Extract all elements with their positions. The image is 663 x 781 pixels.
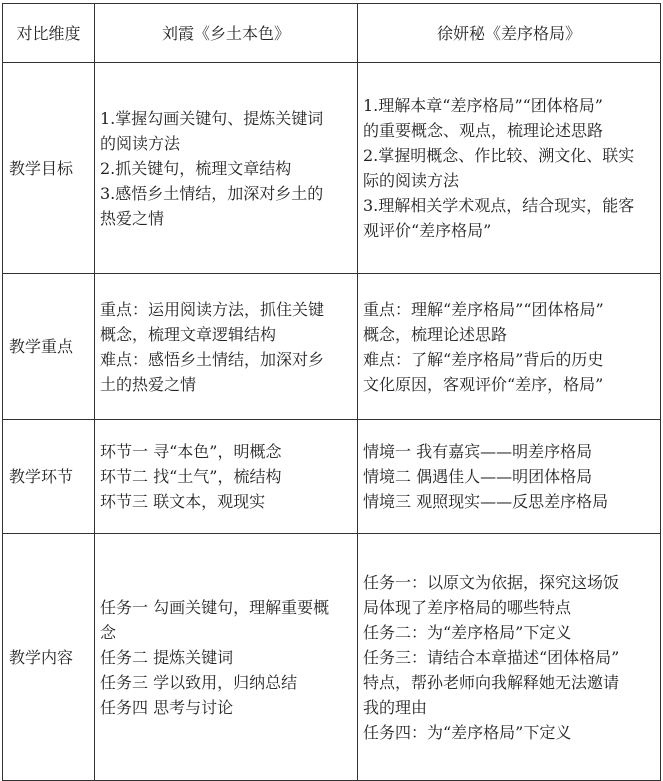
table-row: [3, 534, 661, 781]
row-dimension: 教学重点: [3, 274, 95, 420]
cell-text-line: 念: [100, 622, 117, 642]
comparison-table: [2, 3, 661, 781]
cell-text-line: 任务三：请结合本章描述“团体格局”: [363, 647, 620, 667]
cell-text-line: 文化原因，客观评价“差序，格局”: [363, 374, 604, 394]
row-dimension: 教学目标: [3, 63, 95, 274]
cell-text-line: 环节一 寻“本色”，明概念: [100, 442, 282, 461]
cell-text-line: 情境三 观照现实——反思差序格局: [363, 492, 609, 511]
cell-text-line: 1.掌握勾画关键句、提炼关键词: [100, 108, 324, 128]
cell-text-line: 任务四 思考与讨论: [100, 697, 234, 717]
cell-text-line: 难点：了解“差序格局”背后的历史: [363, 349, 604, 369]
cell-text-line: 重点：运用阅读方法，抓住关键: [100, 299, 325, 319]
cell-text-line: 我的理由: [363, 697, 428, 717]
cell-text-line: 3.理解相关学术观点，结合现实，能客: [363, 196, 635, 215]
header-lesson-a: 刘霞《乡土本色》: [95, 4, 358, 63]
cell-text-line: 2.掌握明概念、作比较、溯文化、联实: [363, 146, 635, 165]
cell-text-line: 任务一：以原文为依据，探究这场饭: [363, 572, 620, 592]
table-header-row: [3, 4, 661, 63]
cell-text-line: 任务三 学以致用，归纳总结: [100, 672, 298, 692]
cell-text-line: 情境二 偶遇佳人——明团体格局: [363, 467, 593, 486]
cell-text-line: 1.理解本章“差序格局”“团体格局”: [363, 96, 603, 115]
cell-lesson-b: [358, 420, 661, 534]
cell-text-line: 际的阅读方法: [363, 171, 460, 190]
cell-text-line: 局体现了差序格局的哪些特点: [363, 597, 572, 617]
header-dimension: 对比维度: [3, 4, 95, 63]
row-dimension: 教学环节: [3, 420, 95, 534]
cell-text-line: 任务一 勾画关键句，理解重要概: [100, 597, 330, 617]
cell-text-line: 环节三 联文本，观现实: [100, 492, 266, 511]
cell-lesson-b: [358, 534, 661, 781]
cell-text-line: 3.感悟乡土情结，加深对乡土的: [100, 183, 324, 203]
cell-text-line: 概念，梳理文章逻辑结构: [100, 324, 277, 344]
cell-lesson-a: [95, 63, 358, 274]
cell-text-line: 的阅读方法: [100, 133, 181, 153]
cell-text-line: 重点：理解“差序格局”“团体格局”: [363, 299, 604, 319]
table-row: [3, 63, 661, 274]
cell-text-line: 的重要概念、观点，梳理论述思路: [363, 121, 604, 140]
cell-lesson-a: [95, 274, 358, 420]
cell-text-line: 观评价“差序格局”: [363, 221, 492, 240]
table-row: [3, 274, 661, 420]
cell-text-line: 特点，帮孙老师向我解释她无法邀请: [363, 672, 620, 692]
cell-lesson-b: [358, 274, 661, 420]
cell-lesson-a: [95, 420, 358, 534]
cell-lesson-a: [95, 534, 358, 781]
cell-text-line: 热爱之情: [100, 208, 165, 228]
cell-text-line: 任务二 提炼关键词: [100, 647, 234, 667]
table-row: [3, 420, 661, 534]
cell-text-line: 环节二 找“土气”，梳结构: [100, 467, 282, 486]
cell-text-line: 任务四：为“差序格局”下定义: [363, 722, 572, 742]
cell-text-line: 2.抓关键句，梳理文章结构: [100, 158, 292, 178]
cell-text-line: 难点：感悟乡土情结，加深对乡: [100, 349, 325, 369]
cell-text-line: 任务二：为“差序格局”下定义: [363, 622, 572, 642]
row-dimension: 教学内容: [3, 534, 95, 781]
cell-text-line: 概念，梳理论述思路: [363, 324, 508, 344]
cell-text-line: 情境一 我有嘉宾——明差序格局: [363, 442, 593, 461]
cell-lesson-b: [358, 63, 661, 274]
cell-text-line: 土的热爱之情: [100, 374, 197, 394]
header-lesson-b: 徐妍秘《差序格局》: [358, 4, 661, 63]
